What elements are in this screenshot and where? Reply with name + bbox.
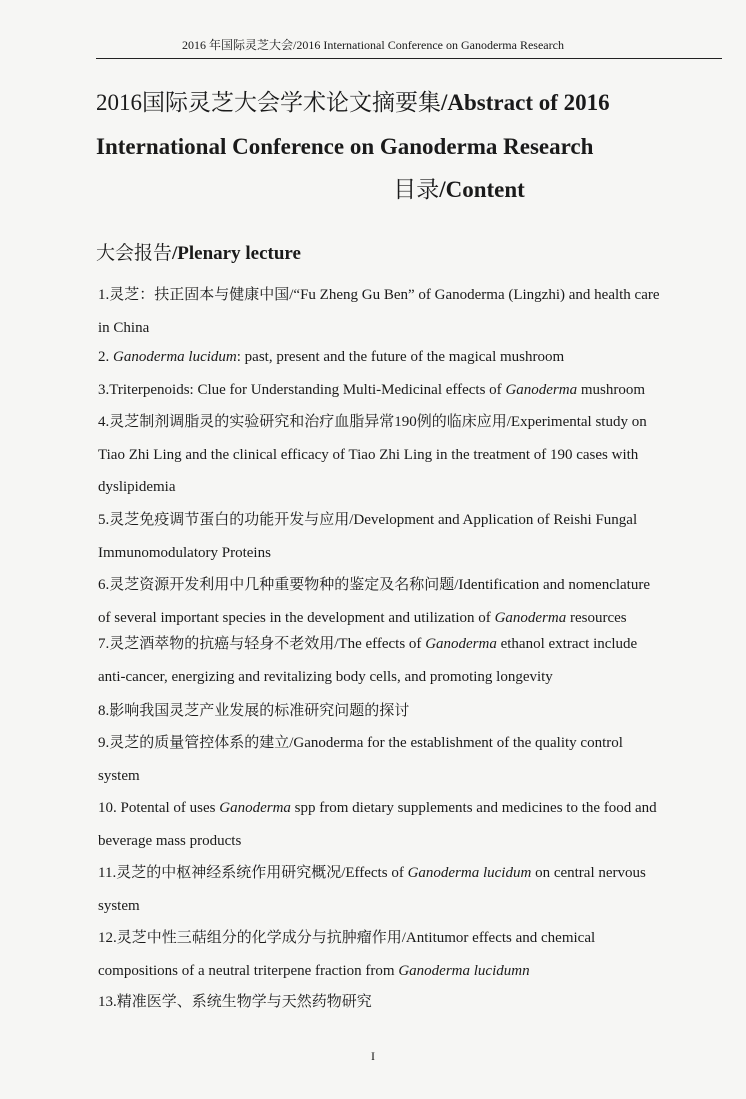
toc-entry-1[interactable] bbox=[98, 279, 722, 344]
entry-6-species: Ganoderma bbox=[494, 609, 567, 626]
entry-9-line-1: 9.灵芝的质量管控体系的建立/Ganoderma for the establishment of the quality control bbox=[98, 735, 623, 751]
entry-10-text-a: 10. Potental of uses bbox=[98, 800, 220, 816]
title-en: /Abstract of 2016 bbox=[441, 90, 610, 115]
toc-entry-8[interactable] bbox=[98, 695, 722, 728]
page-number: I bbox=[371, 1049, 375, 1063]
entry-7-text-b: ethanol extract include bbox=[496, 636, 638, 652]
entry-3-text-a: 3.Triterpenoids: Clue for Understanding Multi-Medicinal effects of bbox=[98, 382, 506, 398]
toc-entry-9[interactable] bbox=[98, 727, 722, 792]
entry-7-line-2: anti-cancer, energizing and revitalizing body cells, and promoting longevity bbox=[98, 668, 553, 685]
section-heading-en: /Plenary lecture bbox=[172, 243, 301, 264]
entry-3-line-1 bbox=[98, 374, 722, 407]
entry-6-text-a: of several important species in the development and utilization of bbox=[98, 609, 495, 626]
entry-11-text-b: on central nervous bbox=[531, 865, 646, 881]
content-heading-cn: 目录 bbox=[393, 177, 440, 202]
toc-entry-2[interactable] bbox=[98, 341, 722, 374]
content-heading bbox=[96, 177, 722, 203]
entry-1-line-1: 1.灵芝：扶正固本与健康中国/“Fu Zheng Gu Ben” of Ganoderma (Lingzhi) and health care bbox=[98, 287, 660, 303]
entry-10-line-2: beverage mass products bbox=[98, 832, 242, 849]
entry-11-species: Ganoderma lucidum bbox=[407, 865, 532, 881]
entry-8-line-1: 8.影响我国灵芝产业发展的标准研究问题的探讨 bbox=[98, 703, 410, 719]
entry-11-line-2: system bbox=[98, 897, 140, 914]
toc-entry-5[interactable] bbox=[98, 504, 722, 569]
toc-entry-10[interactable] bbox=[98, 792, 722, 857]
entry-4-line-3: dyslipidemia bbox=[98, 479, 176, 495]
entry-13-line-1: 13.精准医学、系统生物学与天然药物研究 bbox=[98, 994, 372, 1010]
entry-6-line-1: 6.灵芝资源开发利用中几种重要物种的鉴定及名称问题/Identification and nomenclature bbox=[98, 577, 651, 593]
entry-11-text-a: 11.灵芝的中枢神经系统作用研究概况/Effects of bbox=[98, 865, 408, 881]
entry-2-text-b: : past, present and the future of the magical mushroom bbox=[236, 349, 565, 365]
entry-7-species: Ganoderma bbox=[425, 636, 497, 652]
title-line-1 bbox=[96, 90, 722, 116]
toc-entry-4[interactable] bbox=[98, 406, 722, 504]
entry-12-line-2 bbox=[98, 955, 722, 988]
entry-11-line-1 bbox=[98, 857, 722, 890]
content-heading-en: /Content bbox=[439, 177, 525, 202]
toc-entry-7[interactable] bbox=[98, 628, 722, 693]
entry-3-species: Ganoderma bbox=[505, 382, 578, 398]
header-rule bbox=[96, 58, 722, 59]
title-line-2: International Conference on Ganoderma Research bbox=[96, 134, 594, 159]
toc-entry-3[interactable] bbox=[98, 374, 722, 407]
entry-7-line-1 bbox=[98, 628, 722, 661]
entry-2-species: Ganoderma lucidum bbox=[113, 349, 237, 365]
toc-entry-12[interactable] bbox=[98, 922, 722, 987]
entry-5-line-1: 5.灵芝免疫调节蛋白的功能开发与应用/Development and Application of Reishi Fungal bbox=[98, 512, 638, 528]
entry-12-species: Ganoderma lucidumn bbox=[398, 962, 530, 979]
entry-3-text-b: mushroom bbox=[577, 382, 646, 398]
entry-12-line-1: 12.灵芝中性三萜组分的化学成分与抗肿瘤作用/Antitumor effects and chemical bbox=[98, 930, 596, 946]
entry-2-line-1 bbox=[98, 341, 722, 374]
entry-10-text-b: spp from dietary supplements and medicines to the food and bbox=[290, 800, 657, 816]
toc-entry-13[interactable] bbox=[98, 986, 722, 1019]
entry-6-text-b: resources bbox=[566, 609, 627, 626]
entry-7-text-a: 7.灵芝酒萃物的抗癌与轻身不老效用/The effects of bbox=[98, 636, 426, 652]
running-header: 2016 年国际灵芝大会/2016 International Conference on Ganoderma Research bbox=[182, 38, 564, 52]
entry-10-species: Ganoderma bbox=[219, 800, 291, 816]
entry-4-line-1: 4.灵芝制剂调脂灵的实验研究和治疗血脂异常190例的临床应用/Experimental study on bbox=[98, 414, 647, 430]
toc-entry-11[interactable] bbox=[98, 857, 722, 922]
section-heading bbox=[96, 243, 301, 265]
entry-12-text-a: compositions of a neutral triterpene fraction from bbox=[98, 962, 399, 979]
title-cn: 2016国际灵芝大会学术论文摘要集 bbox=[96, 90, 441, 115]
entry-1-line-2: in China bbox=[98, 319, 150, 336]
entry-10-line-1 bbox=[98, 792, 722, 825]
entry-4-line-2: Tiao Zhi Ling and the clinical efficacy of Tiao Zhi Ling in the treatment of 190 cases with bbox=[98, 446, 639, 463]
entry-9-line-2: system bbox=[98, 767, 140, 784]
toc-entry-6[interactable] bbox=[98, 569, 722, 634]
entry-5-line-2: Immunomodulatory Proteins bbox=[98, 544, 271, 561]
entry-2-text-a: 2. bbox=[98, 349, 113, 365]
section-heading-cn: 大会报告 bbox=[96, 243, 173, 264]
